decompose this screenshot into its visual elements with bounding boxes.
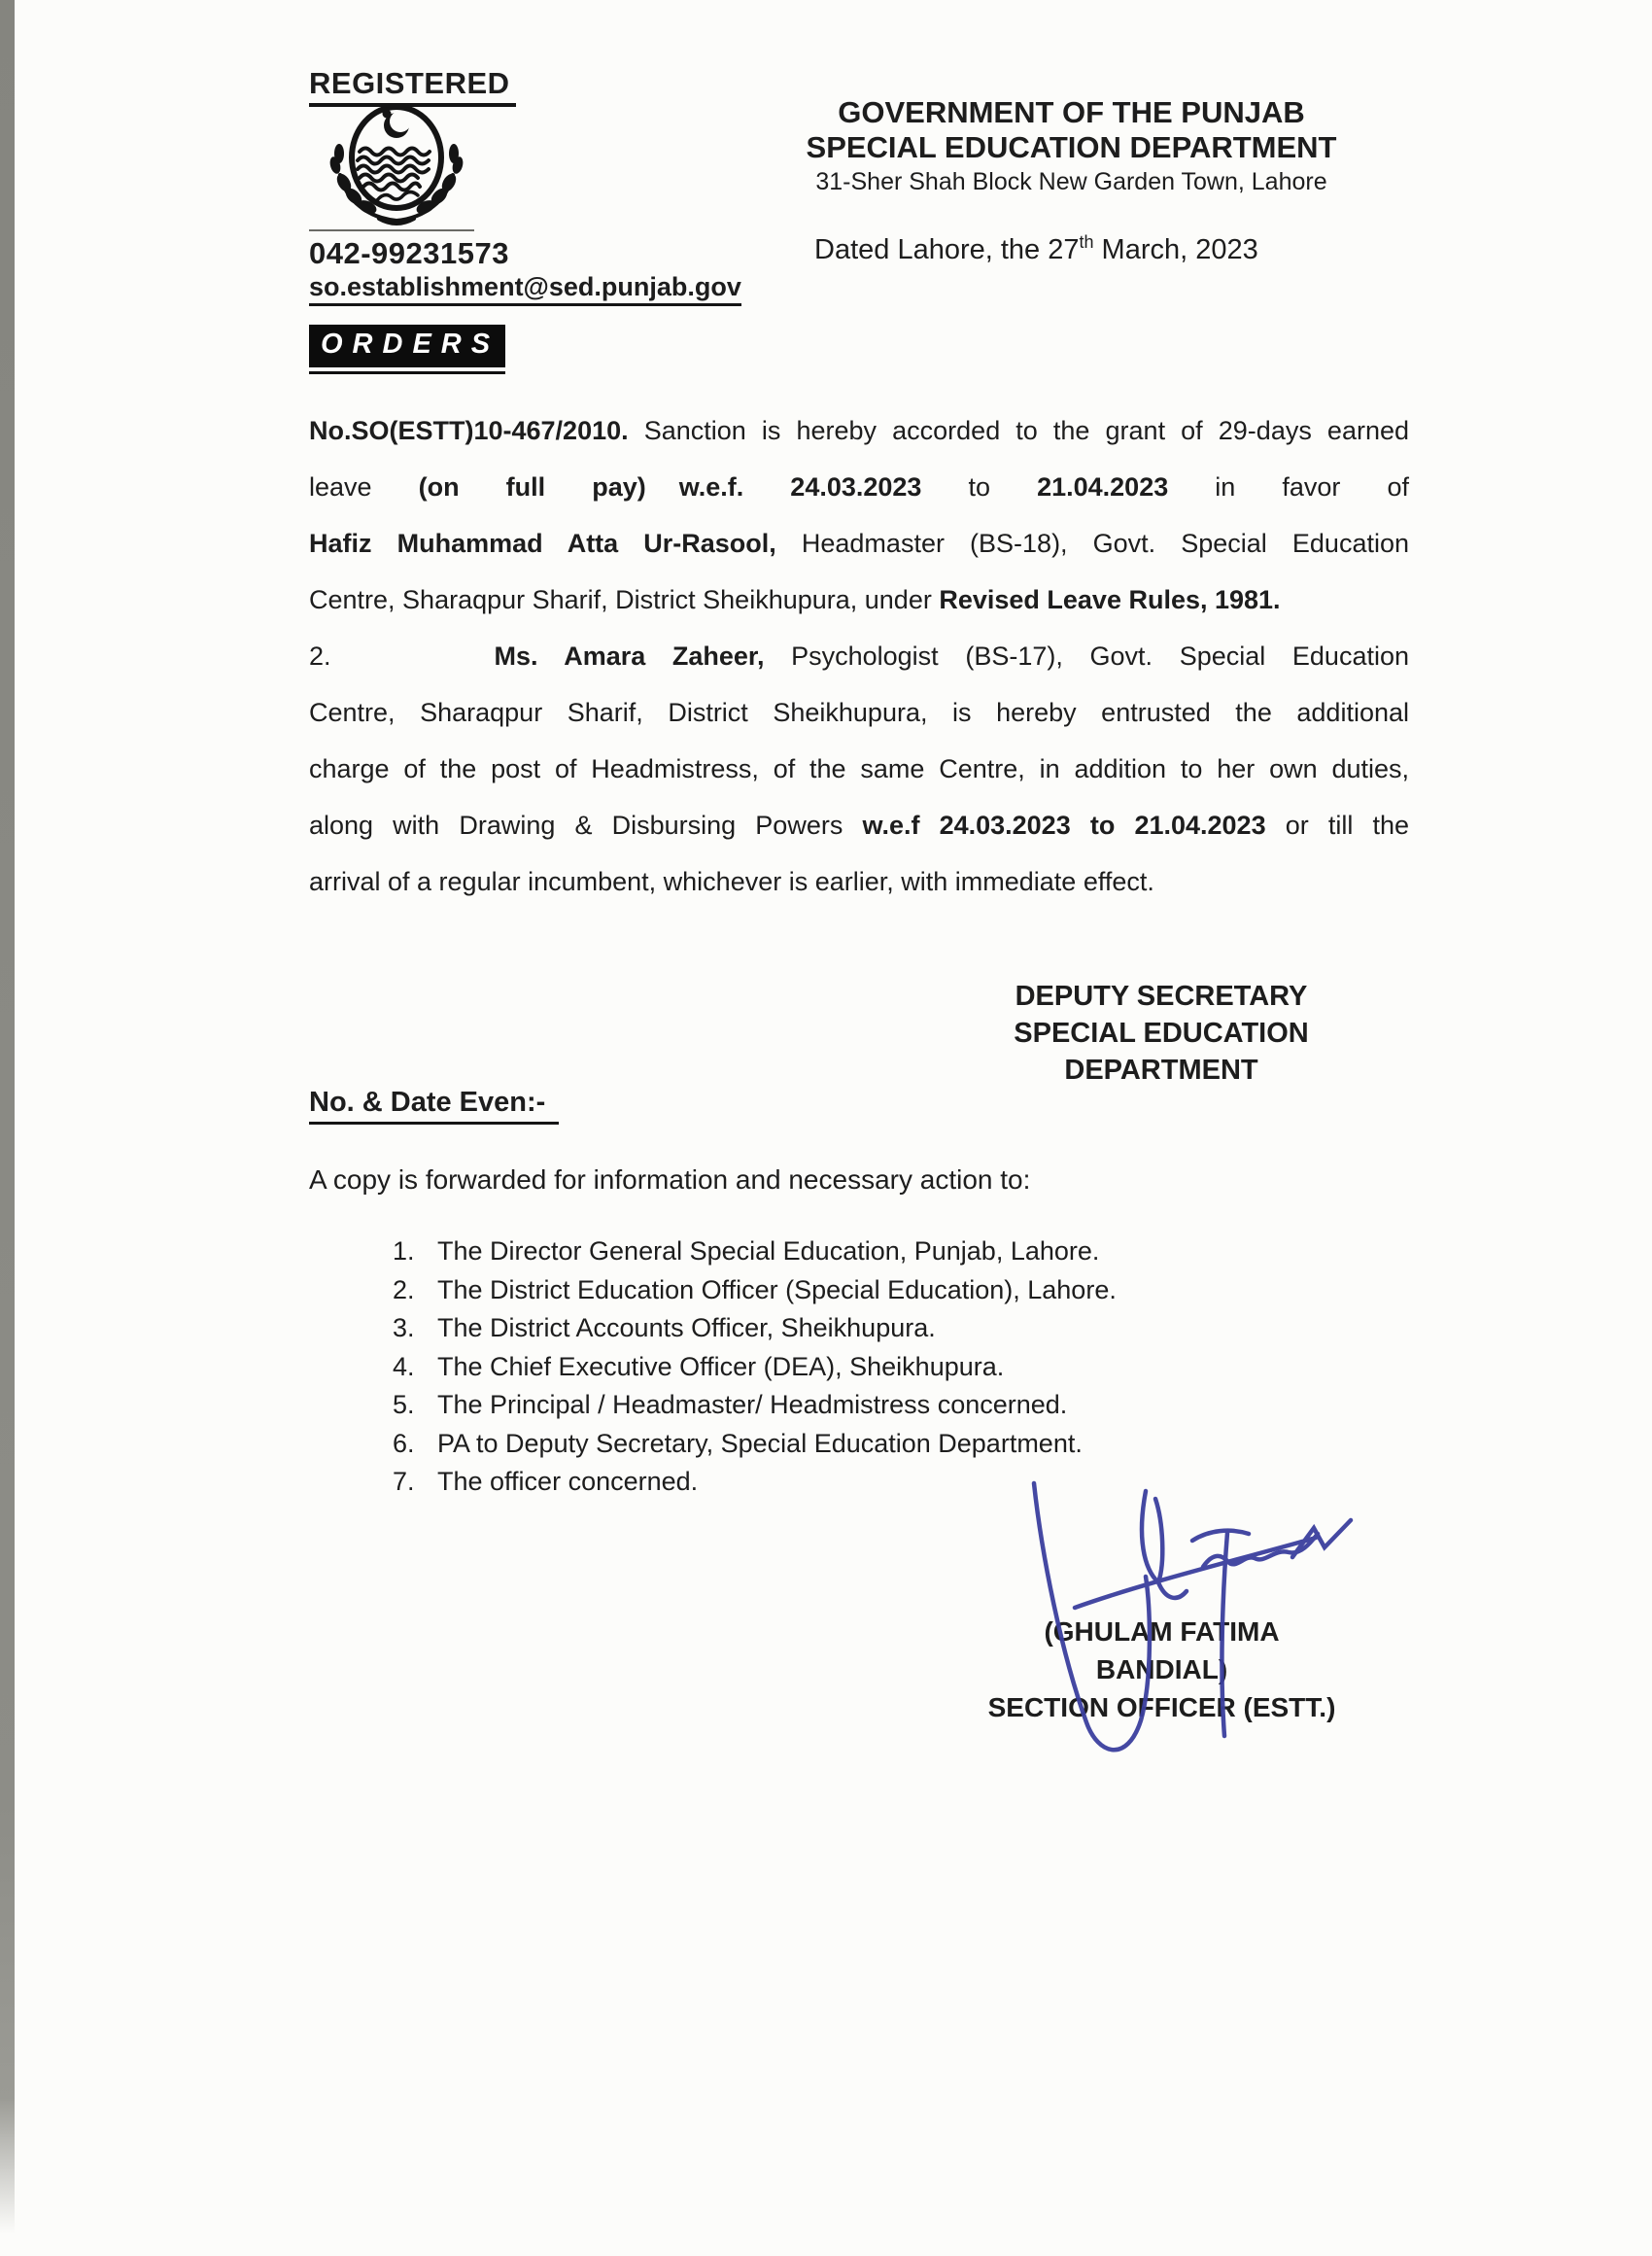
punjab-government-crest-logo xyxy=(323,93,470,235)
no-and-date-even-label: No. & Date Even:- xyxy=(309,1087,559,1125)
order-body xyxy=(309,402,1409,910)
email-address: so.establishment@sed.punjab.gov xyxy=(309,272,741,306)
date-line: Dated Lahore, the 27th March, 2023 xyxy=(814,232,1258,265)
list-item: 3. The District Accounts Officer, Sheikhupura. xyxy=(393,1313,936,1342)
orders-heading: ORDERS xyxy=(309,325,505,374)
department-header xyxy=(787,95,1356,196)
registered-label: REGISTERED xyxy=(309,66,516,107)
phone-number: 042-99231573 xyxy=(309,236,509,270)
list-item: 1. The Director General Special Education, Punjab, Lahore. xyxy=(393,1236,1100,1266)
order-paragraph-1: No.SO(ESTT)10-467/2010. Sanction is hereby accorded to the grant of 29-days earned leave (on full pay) w.e.f. 24.03.2023 to 21.04.2023 in favor of Hafiz Muhammad Atta Ur-Rasool, Headmaster (BS-18), Govt. Special Education Centre, Sharaqpur Sharif, District Sheikhupura, under Revised Leave Rules, 1981. xyxy=(309,416,1409,614)
list-item: 2. The District Education Officer (Special Education), Lahore. xyxy=(393,1274,1117,1304)
government-line: GOVERNMENT OF THE PUNJAB xyxy=(838,95,1305,129)
list-item: 7. The officer concerned. xyxy=(393,1467,699,1496)
signatory-name: (GHULAM FATIMA BANDIAL) xyxy=(1044,1616,1280,1684)
deputy-secretary-block: DEPUTY SECRETARY SPECIAL EDUCATION DEPARTMENT xyxy=(1014,981,1309,1086)
signatory-title: SECTION OFFICER (ESTT.) xyxy=(987,1692,1336,1722)
list-item: 5. The Principal / Headmaster/ Headmistress concerned. xyxy=(393,1390,1068,1419)
list-item: 4. The Chief Executive Officer (DEA), Sheikhupura. xyxy=(393,1351,1005,1381)
order-paragraph-2: 2. Ms. Amara Zaheer, Psychologist (BS-17), Govt. Special Education Centre, Sharaqpur Sharif, District Sheikhupura, is hereby entrusted the additional charge of the post of Headmistress, of the same Centre, in addition to her own duties, along with Drawing & Disbursing Powers w.e.f 24.03.2023 to 21.04.2023 or till the arrival of a regular incumbent, whichever is earlier, with immediate effect. xyxy=(309,642,1410,896)
list-item: 6. PA to Deputy Secretary, Special Education Department. xyxy=(393,1428,1083,1458)
signature-ink xyxy=(1001,1398,1390,1767)
address-line: 31-Sher Shah Block New Garden Town, Lahore xyxy=(815,168,1327,195)
divider-line xyxy=(309,229,474,231)
department-line: SPECIAL EDUCATION DEPARTMENT xyxy=(806,130,1337,164)
scan-left-edge-shadow xyxy=(0,0,15,2256)
forwarding-line: A copy is forwarded for information and necessary action to: xyxy=(309,1164,1031,1195)
